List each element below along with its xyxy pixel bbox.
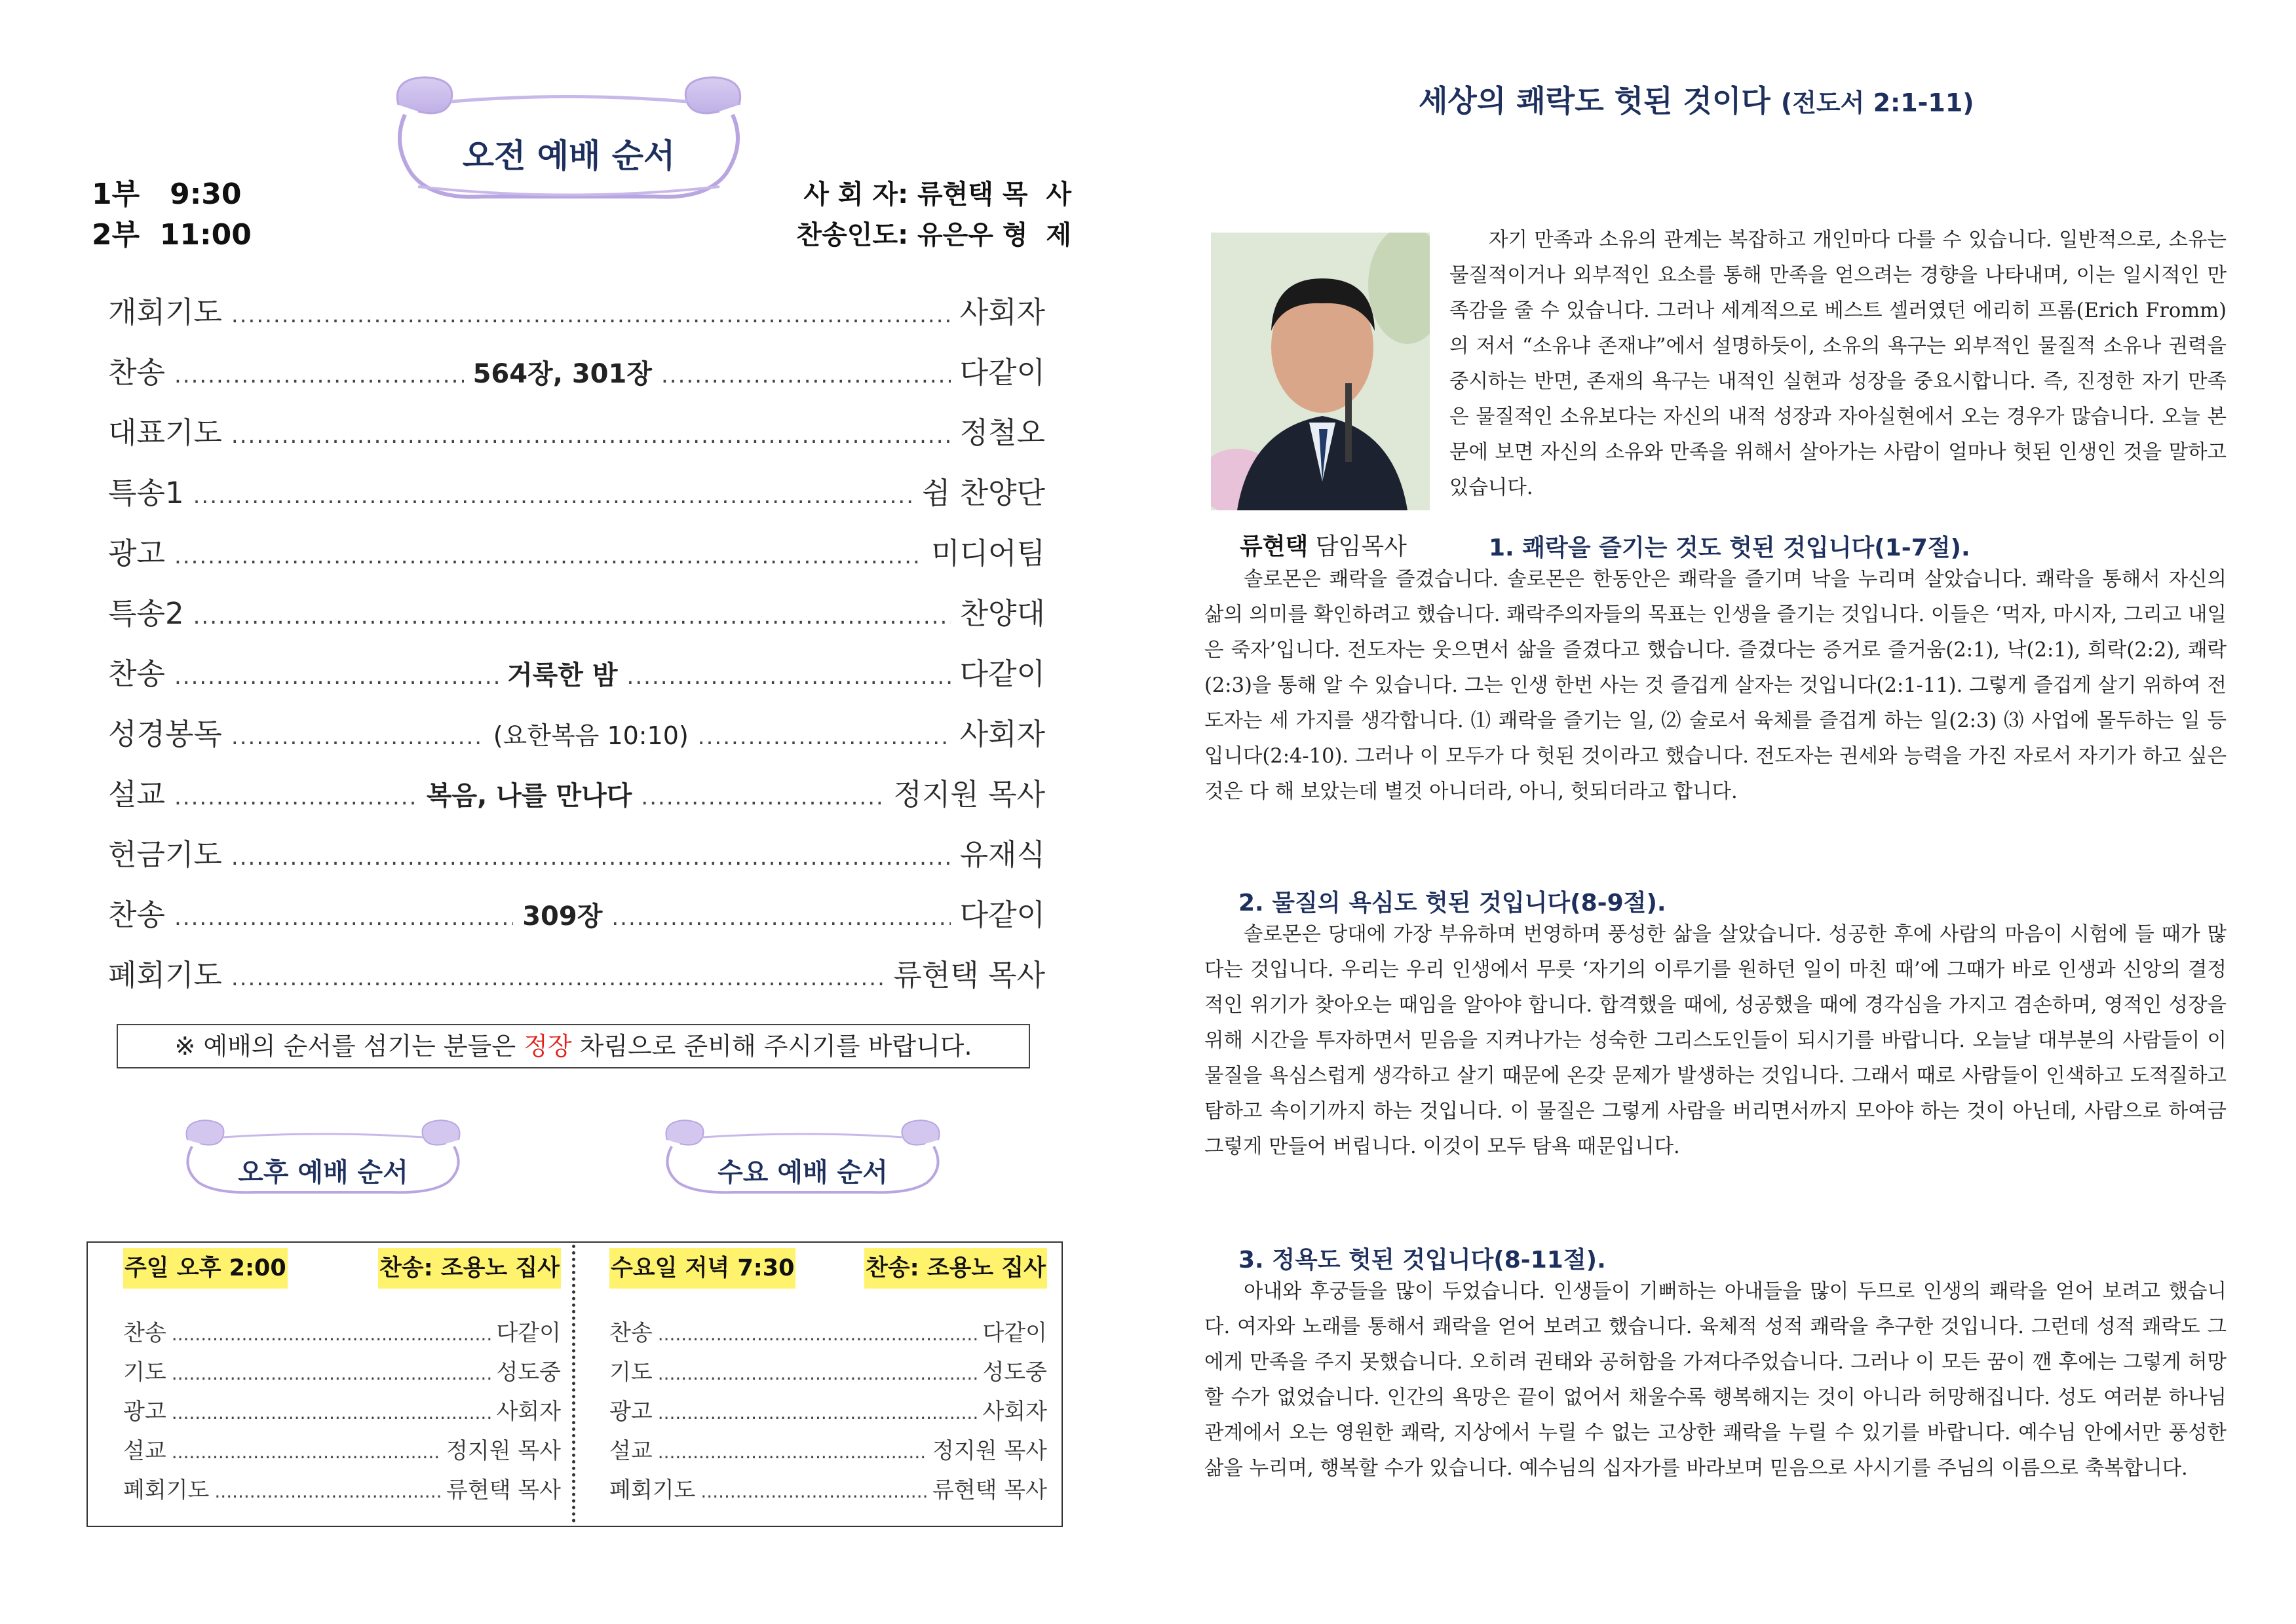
list-item <box>609 1433 1047 1472</box>
section-body-1 <box>1204 562 2227 810</box>
item-person: 정지원 목사 <box>932 1438 1047 1464</box>
order-detail: 거룩한 밤 <box>507 660 618 690</box>
order-row <box>108 710 1045 770</box>
order-detail: 309장 <box>522 901 603 932</box>
dot-leader <box>174 543 922 569</box>
order-person: 유재식 <box>959 837 1045 872</box>
service-leaders <box>721 174 1071 255</box>
order-label: 설교 <box>108 777 165 812</box>
order-person: 쉼 찬양단 <box>921 476 1045 510</box>
list-item <box>123 1433 561 1472</box>
section-paragraph: 솔로몬은 당대에 가장 부유하며 번영하며 풍성한 삶을 살았습니다. 성공한 후에 사람의 마음이 시험에 들 때가 많다는 것입니다. 우리는 우리 인생에서 무릇 ‘자기의 이루기를 원하던 일이 마친 때’에 그때가 바로 인생과 신앙의 결정적인 위기가 찾아오는 때임을 알아야 합니다. 합격했을 때에, 성공했을 때에 경각심을 가지고 겸손하며, 영적인 성장을 위해 시간을 투자하면서 믿음을 지켜나가는 성숙한 그리스도인들이 되시기를 바랍니다. 오늘날 대부분의 사람들이 이 물질을 욕심스럽게 생각하고 살기 때문에 온갖 문제가 발생하는 것입니다. 그래서 때로 사람들이 인색하고 도적질하고 탐하고 속이기까지 하는 것입니다. 이 물질은 그렇게 사람을 버리면서까지 모아야 하는 것이 아닌데, 사람으로 하여금 그렇게 만들어 버립니다. 이것이 모두 탐욕 때문입니다. <box>1204 923 2227 1158</box>
list-item <box>123 1393 561 1433</box>
section-heading-3: 3. 정욕도 헛된 것입니다(8-11절). <box>1238 1247 1606 1274</box>
wednesday-time: 수요일 저녁 7:30 <box>609 1248 795 1289</box>
section-heading-1: 1. 쾌락을 즐기는 것도 헛된 것입니다(1-7절). <box>1489 535 1970 561</box>
order-row <box>108 650 1045 710</box>
item-person: 류현택 목사 <box>446 1477 561 1503</box>
section-heading-2: 2. 물질의 욕심도 헛된 것입니다(8-9절). <box>1238 890 1666 916</box>
pastor-role: 담임목사 <box>1315 533 1407 560</box>
afternoon-time: 주일 오후 2:00 <box>123 1248 288 1289</box>
section-paragraph: 아내와 후궁들을 많이 두었습니다. 인생들이 기뻐하는 아내들을 많이 두므로 인생의 쾌락을 얻어 보려고 했습니다. 여자와 노래를 통해서 쾌락을 얻어 보려고 했습니다. 육체적 성적 쾌락을 추구한 것입니다. 그런데 성적 쾌락도 그에게 만족을 주지 못했습니다. 오히려 권태와 공허함을 가져다주었습니다. 그러나 이 모든 꿈이 깬 후에는 그렇게 허망할 수가 없었습니다. 인간의 욕망은 끝이 없어서 채울수록 행복해지는 것이 아니라 허망해집니다. 성도 여러분 하나님 관계에서 오는 영원한 쾌락, 지상에서 누릴 수 없는 고상한 쾌락을 누릴 수 있기를 바랍니다. 예수님 안에서만 풍성한 삶을 누리며, 행복할 수가 있습니다. 예수님의 십자가를 바라보며 믿음으로 사시기를 주님의 이름으로 축복합니다. <box>1204 1280 2227 1480</box>
dot-leader <box>231 965 884 991</box>
sermon-intro <box>1449 223 2227 506</box>
item-person: 정지원 목사 <box>446 1438 561 1464</box>
dot-leader <box>698 724 951 750</box>
dot-leader <box>174 784 417 810</box>
order-row <box>108 831 1045 891</box>
item-person: 다같이 <box>982 1320 1047 1346</box>
list-item <box>123 1315 561 1354</box>
list-item <box>609 1472 1047 1511</box>
item-label: 폐회기도 <box>123 1477 210 1503</box>
dot-leader <box>193 483 913 509</box>
presider: 사 회 자: 류현택 목 사 <box>803 179 1071 210</box>
order-label: 찬송 <box>108 355 165 390</box>
pastor-photo <box>1211 233 1430 510</box>
list-item <box>609 1315 1047 1354</box>
pastor-caption <box>1240 528 1407 561</box>
order-label: 폐회기도 <box>108 958 222 992</box>
section-body-2 <box>1204 917 2227 1165</box>
wednesday-leader: 찬송: 조용노 집사 <box>864 1248 1047 1289</box>
dot-leader <box>231 844 951 871</box>
dot-leader <box>658 1363 978 1384</box>
sermon-reference: (전도서 2:1-11) <box>1780 88 1974 117</box>
order-label: 성경봉독 <box>108 717 222 751</box>
item-person: 사회자 <box>982 1399 1047 1425</box>
dot-leader <box>172 1441 441 1463</box>
wednesday-title: 수요 예배 순서 <box>718 1158 888 1188</box>
order-person: 다같이 <box>959 656 1045 691</box>
order-label: 헌금기도 <box>108 837 222 872</box>
morning-order-list <box>108 288 1045 1011</box>
attire-notice <box>117 1024 1030 1068</box>
dot-leader <box>231 302 951 328</box>
afternoon-title-frame <box>176 1114 470 1199</box>
item-person: 성도중 <box>982 1359 1047 1386</box>
dotted-divider <box>572 1245 575 1522</box>
dot-leader <box>661 362 951 388</box>
afternoon-leader: 찬송: 조용노 집사 <box>378 1248 561 1289</box>
item-person: 다같이 <box>496 1320 561 1346</box>
item-label: 설교 <box>123 1438 166 1464</box>
wednesday-title-frame <box>655 1114 950 1199</box>
notice-text: 차림으로 준비해 주시기를 바랍니다. <box>571 1032 972 1061</box>
sermon-title-text: 세상의 쾌락도 헛된 것이다 <box>1419 83 1770 119</box>
order-row <box>108 590 1045 650</box>
order-label: 찬송 <box>108 897 165 932</box>
item-label: 기도 <box>123 1359 166 1386</box>
order-person: 사회자 <box>959 717 1046 751</box>
item-label: 설교 <box>609 1438 653 1464</box>
order-label: 찬송 <box>108 656 165 691</box>
afternoon-header <box>123 1248 561 1289</box>
wednesday-header <box>609 1248 1047 1289</box>
item-label: 기도 <box>609 1359 653 1386</box>
item-person: 류현택 목사 <box>932 1477 1047 1503</box>
order-row <box>108 288 1045 349</box>
intro-paragraph: 자기 만족과 소유의 관계는 복잡하고 개인마다 다를 수 있습니다. 일반적으로, 소유는 물질적이거나 외부적인 요소를 통해 만족을 얻으려는 경향을 나타내며, 이는 일시적인 만족감을 줄 수 있습니다. 그러나 세계적으로 베스트 셀러였던 에리히 프롬(Erich Fromm)의 저서 “소유냐 존재냐”에서 설명하듯이, 소유의 욕구는 외부적인 물질적 소유나 권력을 중시하는 반면, 존재의 욕구는 내적인 실현과 성장을 중요시합니다. 즉, 진정한 자기 만족은 물질적인 소유보다는 자신의 내적 성장과 자아실현에서 오는 경우가 많습니다. 오늘 본문에 보면 자신의 소유와 만족을 위해서 살아가는 사람이 얼마나 헛된 인생인 것을 말하고 있습니다. <box>1449 229 2227 499</box>
order-person: 다같이 <box>959 897 1046 932</box>
wednesday-service <box>609 1248 1047 1511</box>
order-label: 특송1 <box>108 476 184 510</box>
item-label: 찬송 <box>123 1320 166 1346</box>
order-person: 미디어팀 <box>931 536 1045 571</box>
dot-leader <box>611 905 950 931</box>
order-person: 다같이 <box>959 355 1045 390</box>
service-time-2: 2부 11:00 <box>92 218 252 252</box>
song-leader: 찬송인도: 유은우 형 제 <box>796 220 1071 250</box>
dot-leader <box>658 1402 978 1424</box>
dot-leader <box>231 724 484 750</box>
order-row <box>108 891 1045 951</box>
dot-leader <box>174 362 464 388</box>
item-label: 폐회기도 <box>609 1477 696 1503</box>
item-label: 찬송 <box>609 1320 653 1346</box>
dot-leader <box>231 423 951 449</box>
item-label: 광고 <box>123 1399 166 1425</box>
list-item <box>609 1393 1047 1433</box>
order-person: 찬양대 <box>959 596 1045 631</box>
afternoon-title: 오후 예배 순서 <box>238 1158 408 1188</box>
morning-title: 오전 예배 순서 <box>462 137 676 175</box>
order-row <box>108 469 1045 529</box>
dot-leader <box>658 1441 927 1463</box>
pastor-portrait-icon <box>1211 233 1430 510</box>
dot-leader <box>174 905 513 931</box>
service-time-1: 1부 9:30 <box>92 178 242 211</box>
order-detail: 복음, 나를 만나다 <box>426 781 632 811</box>
list-item <box>123 1472 561 1511</box>
dot-leader <box>172 1402 491 1424</box>
order-person: 류현택 목사 <box>893 958 1045 992</box>
order-person: 정철오 <box>959 415 1045 450</box>
dot-leader <box>172 1363 491 1384</box>
section-body-3 <box>1204 1274 2227 1486</box>
dot-leader <box>214 1481 441 1502</box>
list-item <box>123 1354 561 1393</box>
sermon-title <box>1419 77 1974 121</box>
order-row <box>108 951 1045 1011</box>
order-label: 광고 <box>108 536 165 571</box>
order-row <box>108 770 1045 831</box>
service-times <box>92 174 252 255</box>
order-label: 특송2 <box>108 596 184 631</box>
item-person: 사회자 <box>496 1399 561 1425</box>
order-row <box>108 349 1045 409</box>
order-person: 사회자 <box>959 295 1045 330</box>
pastor-name: 류현택 <box>1240 533 1309 560</box>
dot-leader <box>627 664 951 690</box>
dot-leader <box>700 1481 927 1502</box>
section-paragraph: 솔로몬은 쾌락을 즐겼습니다. 솔로몬은 한동안은 쾌락을 즐기며 낙을 누리며 살았습니다. 쾌락을 통해서 자신의 삶의 의미를 확인하려고 했습니다. 쾌락주의자들의 목표는 인생을 즐기는 것입니다. 이들은 ‘먹자, 마시자, 그리고 내일은 죽자’입니다. 전도자는 웃으면서 삶을 즐겼다고 했습니다. 즐겼다는 증거로 즐거움(2:1), 낙(2:1), 희락(2:2), 쾌락(2:3)을 통해 알 수 있습니다. 그는 인생 한번 사는 것 즐겁게 살자는 것입니다(2:1-11). 그렇게 즐겁게 살기 위하여 전도자는 세 가지를 생각합니다. ⑴ 쾌락을 즐기는 일, ⑵ 술로서 육체를 즐겁게 하는 일(2:3) ⑶ 사업에 몰두하는 일 등입니다(2:4-10). 그러나 이 모두가 다 헛된 것이라고 했습니다. 전도자는 권세와 능력을 가진 자로서 자기가 하고 싶은 것은 다 해 보았는데 별것 아니더라, 아니, 헛되더라고 합니다. <box>1204 568 2227 803</box>
afternoon-service <box>123 1248 561 1511</box>
order-person: 정지원 목사 <box>893 777 1046 812</box>
order-detail: 564장, 301장 <box>472 359 652 389</box>
list-item <box>609 1354 1047 1393</box>
item-label: 광고 <box>609 1399 653 1425</box>
notice-text: ※ 예배의 순서를 섬기는 분들은 <box>174 1032 524 1061</box>
notice-highlight: 정장 <box>524 1032 572 1061</box>
order-row <box>108 409 1045 469</box>
order-detail: (요한복음 10:10) <box>493 721 689 750</box>
item-person: 성도중 <box>496 1359 561 1386</box>
dot-leader <box>172 1323 491 1345</box>
order-label: 개회기도 <box>108 295 222 330</box>
morning-title-frame <box>379 66 759 206</box>
dot-leader <box>174 664 498 690</box>
dot-leader <box>658 1323 978 1345</box>
order-row <box>108 529 1045 590</box>
dot-leader <box>193 603 951 630</box>
order-label: 대표기도 <box>108 415 222 450</box>
dot-leader <box>641 784 884 810</box>
